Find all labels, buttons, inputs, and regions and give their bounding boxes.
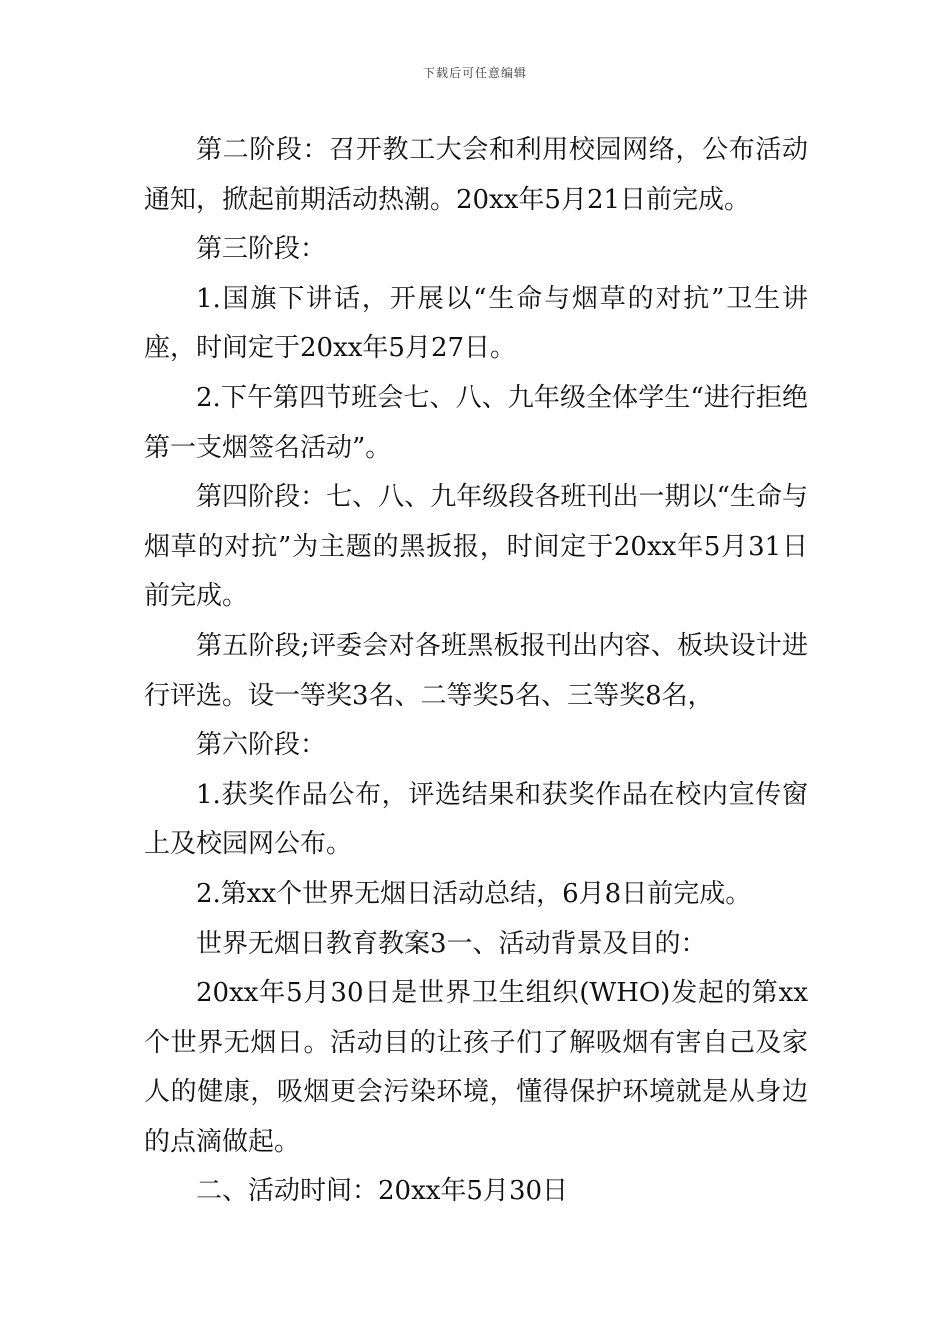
paragraph-stage-three-item-2: 2.下午第四节班会七、八、九年级全体学生“进行拒绝第一支烟签名活动”。 [144,382,808,463]
paragraph-lesson-plan-3-heading: 世界无烟日教育教案3一、活动背景及目的： [196,928,707,959]
document-body [144,126,808,1217]
paragraph-stage-three-item-1: 1.国旗下讲话，开展以“生命与烟草的对抗”卫生讲座，时间定于20xx年5月27日。 [144,283,808,364]
header-note: 下载后可任意编辑 [422,66,527,80]
paragraph-stage-six-heading: 第六阶段： [196,730,327,761]
paragraph-stage-five: 第五阶段;评委会对各班黑板报刊出内容、板块设计进行评选。设一等奖3名、二等奖5名、三等奖8名， [144,630,808,711]
paragraph-background: 20xx年5月30日是世界卫生组织(WHO)发起的第xx个世界无烟日。活动目的让孩子们了解吸烟有害自己及家人的健康，吸烟更会污染环境，懂得保护环境就是从身边的点滴做起。 [144,978,808,1157]
paragraph-stage-four: 第四阶段：七、八、九年级段各班刊出一期以“生命与烟草的对抗”为主题的黑扳报，时间定于20xx年5月31日前完成。 [144,482,808,612]
paragraph-activity-time: 二、活动时间：20xx年5月30日 [196,1176,569,1207]
paragraph-stage-six-item-1: 1.获奖作品公布，评选结果和获奖作品在校内宣传窗上及校园网公布。 [144,779,808,860]
paragraph-stage-six-item-2: 2.第xx个世界无烟日活动总结，6月8日前完成。 [196,878,752,909]
paragraph-stage-three-heading: 第三阶段： [196,234,327,265]
paragraph-stage-two: 第二阶段：召开教工大会和利用校园网络，公布活动通知，掀起前期活动热潮。20xx年5月21日前完成。 [144,135,808,215]
